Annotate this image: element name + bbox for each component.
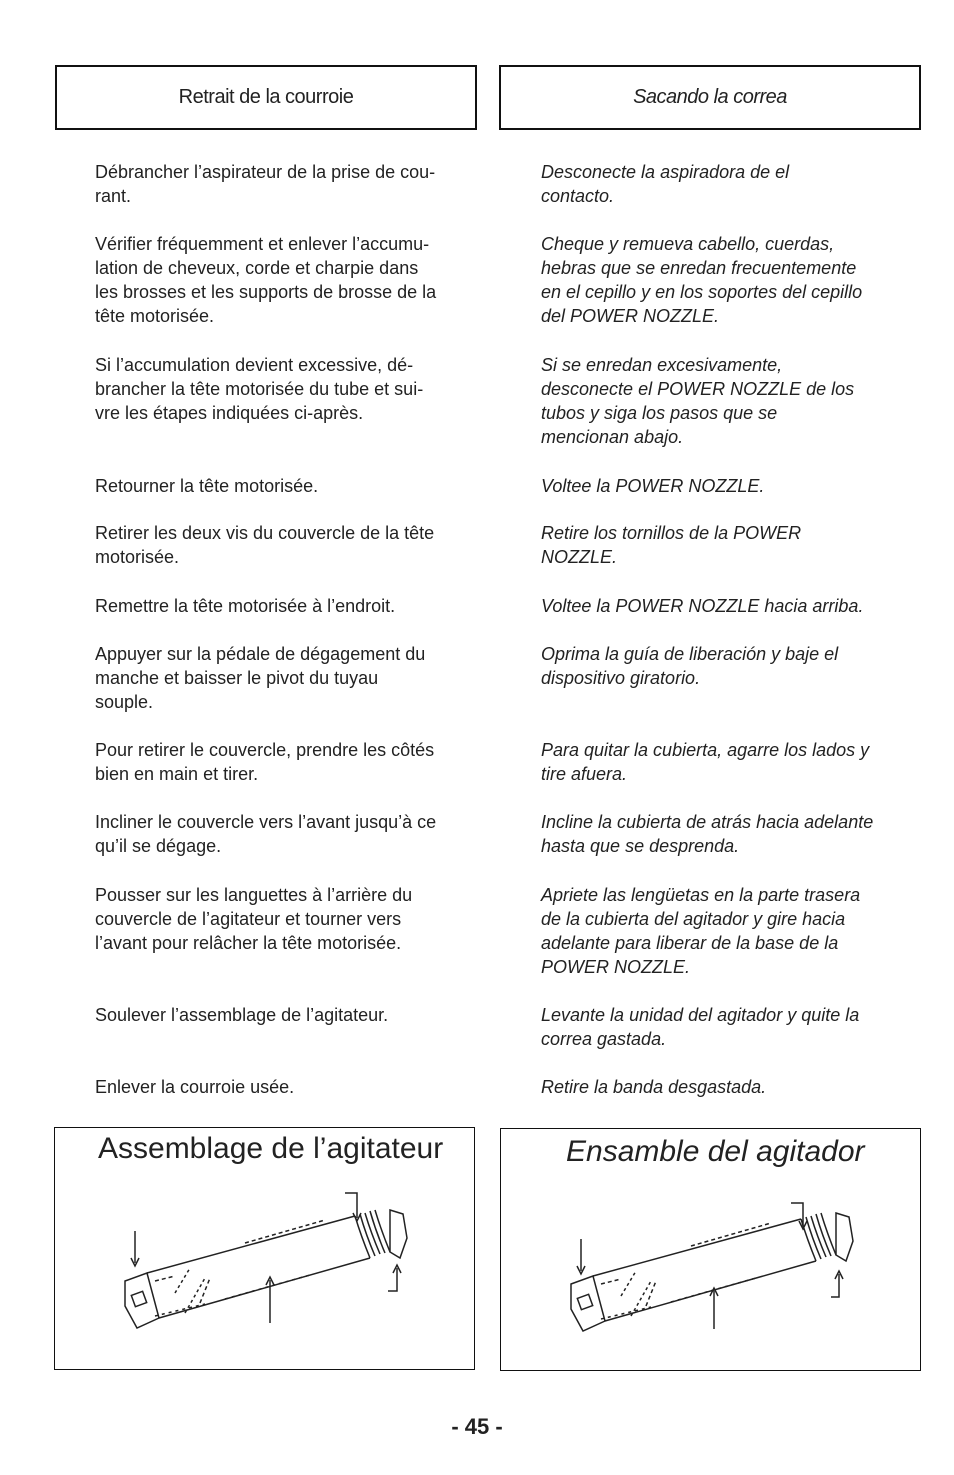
figure-title-french: Assemblage de l’agitateur xyxy=(98,1132,444,1165)
es-instruction-1: Desconecte la aspiradora de el contacto. xyxy=(541,162,790,206)
brush-row-bottom xyxy=(155,1275,310,1316)
es-instruction-12: Retire la banda desgastada. xyxy=(541,1077,767,1097)
es-instruction-5: Retire los tornillos de la POWER NOZZLE. xyxy=(541,523,802,567)
fr-instruction-1: Débrancher l’aspirateur de la prise de cou- rant. xyxy=(95,162,436,206)
brush-row-bottom xyxy=(601,1278,756,1319)
agitator-figure-french xyxy=(54,1127,475,1370)
fr-instruction-8: Pour retirer le couvercle, prendre les côtés bien en main et tirer. xyxy=(95,740,435,784)
callout-line-bottom-right xyxy=(388,1268,397,1291)
agitator-illustration xyxy=(55,1128,474,1369)
agitator-illustration xyxy=(501,1129,920,1370)
pulley-grooves xyxy=(801,1213,836,1261)
es-instruction-6: Voltee la POWER NOZZLE hacia arriba. xyxy=(541,596,864,616)
agitator-tube-bottom xyxy=(605,1261,816,1321)
agitator-end-cap-right xyxy=(390,1210,407,1258)
es-instruction-8: Para quitar la cubierta, agarre los lados y tire afuera. xyxy=(541,740,870,784)
agitator-tube-bottom xyxy=(159,1258,370,1318)
fr-instruction-11: Soulever l’assemblage de l’agitateur. xyxy=(95,1005,389,1025)
header-box-spanish xyxy=(499,65,921,130)
end-cap-square xyxy=(131,1291,146,1306)
brush-row-top xyxy=(601,1223,771,1306)
fr-instruction-9: Incliner le couvercle vers l’avant jusqu’à ce qu’il se dégage. xyxy=(95,812,437,856)
end-cap-square xyxy=(577,1294,592,1309)
agitator-tube-top xyxy=(593,1219,801,1276)
es-instruction-7: Oprima la guía de liberación y baje el dispositivo giratorio. xyxy=(541,644,839,688)
fr-instruction-10: Pousser sur les languettes à l’arrière du couvercle de l’agitateur et tourner vers l’avant pour relâcher la tête motorisée. xyxy=(95,885,413,953)
es-instruction-2: Cheque y remueva cabello, cuerdas, hebras que se enredan frecuentemente en el cepillo y en los soportes del cepillo del POWER NOZZLE. xyxy=(541,234,863,326)
header-spanish-title: Sacando la correa xyxy=(633,86,787,108)
agitator-end-cap-left xyxy=(125,1273,159,1328)
header-french-title: Retrait de la courroie xyxy=(178,86,354,108)
agitator-end-cap-left xyxy=(571,1276,605,1331)
fr-instruction-3: Si l’accumulation devient excessive, dé- brancher la tête motorisée du tube et sui- vre les étapes indiquées ci-après. xyxy=(95,355,424,423)
agitator-tube-top xyxy=(147,1216,355,1273)
fr-instruction-12: Enlever la courroie usée. xyxy=(95,1077,295,1097)
fr-instruction-4: Retourner la tête motorisée. xyxy=(95,476,319,496)
fr-instruction-7: Appuyer sur la pédale de dégagement du manche et baisser le pivot du tuyau souple. xyxy=(95,644,426,712)
fr-instruction-5: Retirer les deux vis du couvercle de la tête motorisée. xyxy=(95,523,435,567)
page-number: - 45 - xyxy=(451,1414,503,1439)
header-box-french xyxy=(55,65,477,130)
callout-line-top-right xyxy=(791,1203,803,1226)
pulley-grooves xyxy=(355,1210,390,1258)
figure-title-spanish: Ensamble del agitador xyxy=(566,1135,865,1168)
brush-row-top xyxy=(155,1220,325,1303)
es-instruction-11: Levante la unidad del agitador y quite la correa gastada. xyxy=(541,1005,860,1049)
agitator-end-cap-right xyxy=(836,1213,853,1261)
agitator-figure-spanish xyxy=(500,1128,921,1371)
es-instruction-4: Voltee la POWER NOZZLE. xyxy=(541,476,765,496)
fr-instruction-6: Remettre la tête motorisée à l’endroit. xyxy=(95,596,396,616)
fr-instruction-2: Vérifier fréquemment et enlever l’accumu- lation de cheveux, corde et charpie dans les brosses et les supports de brosse de la tête motorisée. xyxy=(95,234,437,326)
callout-line-top-right xyxy=(345,1193,357,1218)
es-instruction-3: Si se enredan excesivamente, desconecte el POWER NOZZLE de los tubos y siga los pasos que se mencionan abajo. xyxy=(541,355,855,447)
es-instruction-10: Apriete las lengüetas en la parte trasera de la cubierta del agitador y gire hacia adelante para liberar de la base de la POWER NOZZLE. xyxy=(541,885,861,977)
es-instruction-9: Incline la cubierta de atrás hacia adelante hasta que se desprenda. xyxy=(541,812,874,856)
